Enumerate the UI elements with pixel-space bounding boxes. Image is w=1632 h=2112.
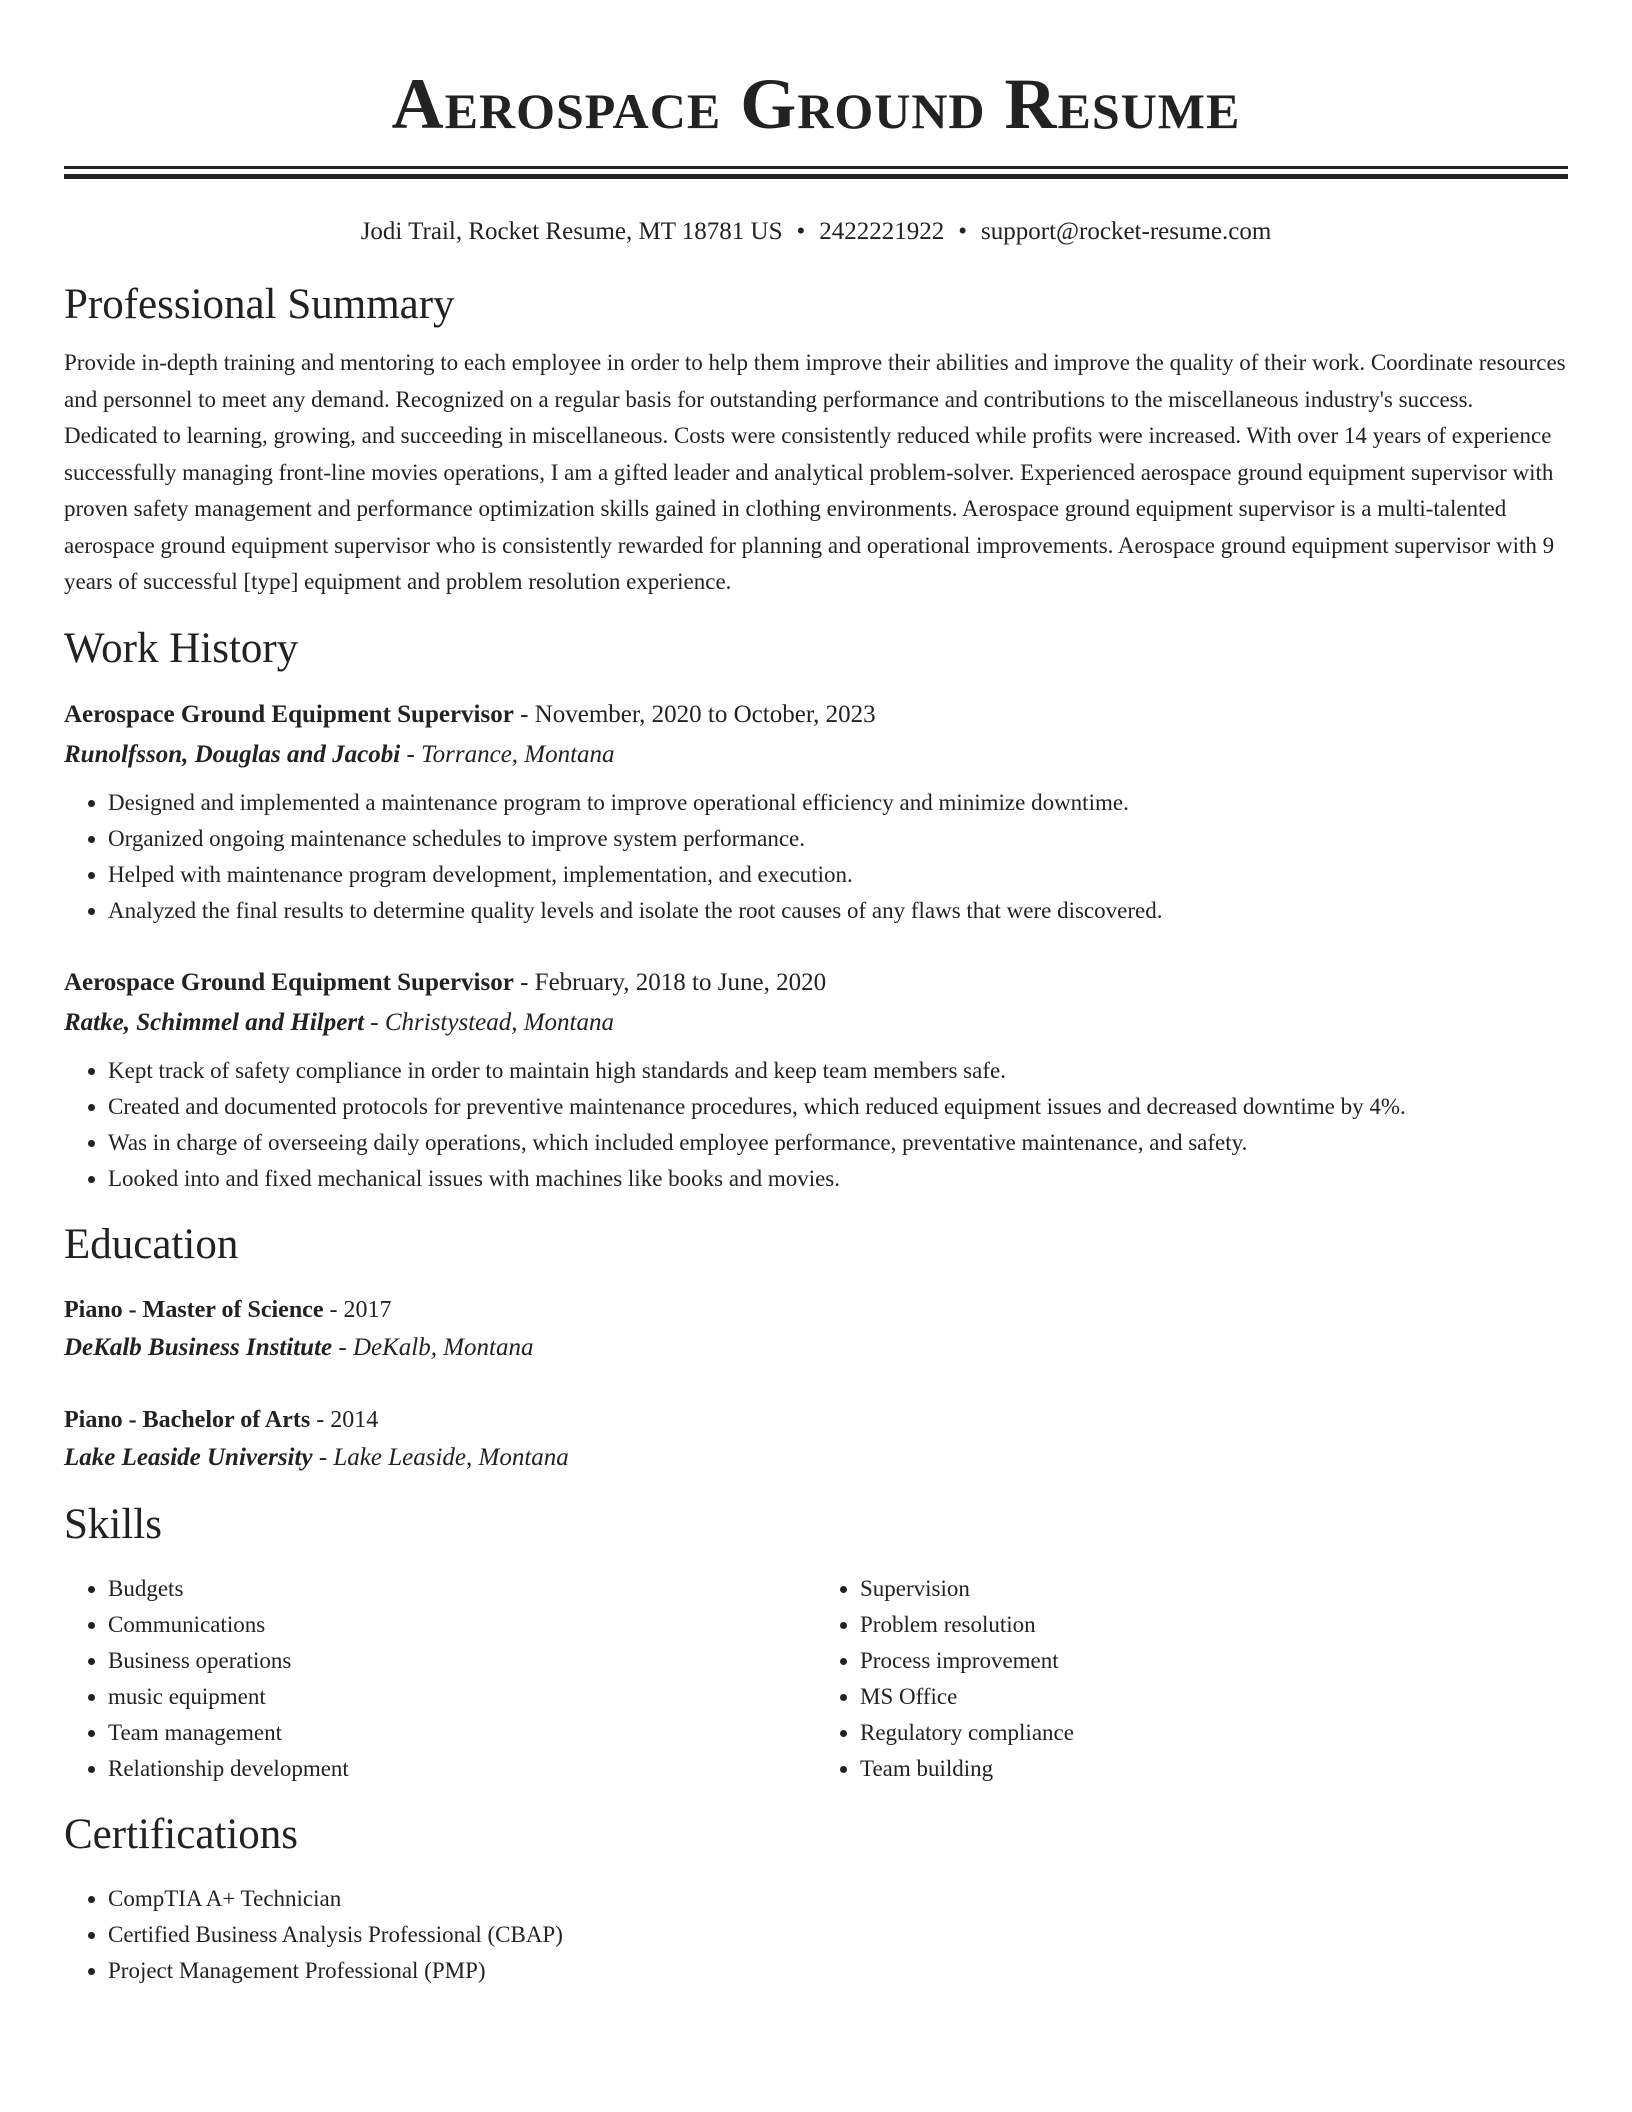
degree-name: Piano - Master of Science: [64, 1296, 324, 1323]
job-dates: - November, 2020 to October, 2023: [513, 700, 876, 728]
job-duty: • Was in charge of overseeing daily operations, which included employee performance, preventative maintenance, and safety.: [108, 1125, 1568, 1161]
job-duties: [64, 1053, 1568, 1197]
school-line: [64, 1329, 1568, 1367]
section-heading: Skills: [64, 1500, 162, 1548]
degree-name: Piano - Bachelor of Arts: [64, 1406, 311, 1433]
school-location: - Lake Leaside, Montana: [312, 1443, 569, 1471]
degree-year: - 2017: [323, 1296, 392, 1323]
skills-section: [64, 1499, 1568, 1787]
employer-line: [64, 1003, 1568, 1043]
skill-item: • Communications: [108, 1607, 816, 1643]
contact-line: [64, 217, 1568, 247]
employer-location: - Christystead, Montana: [364, 1008, 615, 1036]
school-name: Lake Leaside University: [64, 1443, 313, 1471]
employer-name: Ratke, Schimmel and Hilpert: [64, 1008, 365, 1036]
employer-name: Runolfsson, Douglas and Jacobi: [64, 740, 401, 768]
degree-line: [64, 1401, 1568, 1439]
resume-title: Aerospace Ground Resume: [391, 64, 1241, 144]
skills-columns: [64, 1571, 1568, 1787]
job-dates: - February, 2018 to June, 2020: [513, 968, 827, 996]
job-duty: • Created and documented protocols for preventive maintenance procedures, which reduced equipment issues and decreased downtime by 4%.: [108, 1089, 1568, 1125]
job-entry: [64, 963, 1568, 1197]
certifications-section: [64, 1809, 1568, 1989]
professional-summary-section: [64, 279, 1568, 601]
skill-item: • music equipment: [108, 1679, 816, 1715]
title-rule-thin: [64, 166, 1568, 169]
title-rule-thick: [64, 174, 1568, 179]
contact-address: Jodi Trail, Rocket Resume, MT 18781 US: [360, 218, 783, 245]
school-line: [64, 1439, 1568, 1477]
section-heading: Certifications: [64, 1810, 299, 1858]
skill-item: • Process improvement: [860, 1643, 1568, 1679]
skills-list-right: [816, 1571, 1568, 1787]
skill-item: • MS Office: [860, 1679, 1568, 1715]
contact-separator: •: [796, 218, 806, 245]
education-section: [64, 1219, 1568, 1477]
skill-item: • Budgets: [108, 1571, 816, 1607]
job-title-line: [64, 695, 1568, 735]
job-entry: [64, 695, 1568, 929]
certifications-list: [64, 1881, 1568, 1989]
education-entry: [64, 1401, 1568, 1477]
skills-list-left: [64, 1571, 816, 1787]
school-location: - DeKalb, Montana: [332, 1333, 534, 1361]
contact-separator: •: [958, 218, 968, 245]
skill-item: • Business operations: [108, 1643, 816, 1679]
skill-item: • Team management: [108, 1715, 816, 1751]
job-duties: [64, 785, 1568, 929]
degree-year: - 2014: [310, 1406, 379, 1433]
skill-item: • Supervision: [860, 1571, 1568, 1607]
employer-line: [64, 735, 1568, 775]
employer-location: - Torrance, Montana: [400, 740, 615, 768]
contact-email: support@rocket-resume.com: [981, 218, 1272, 245]
job-duty: • Helped with maintenance program development, implementation, and execution.: [108, 857, 1568, 893]
job-duty: • Analyzed the final results to determine quality levels and isolate the root causes of any flaws that were discovered.: [108, 893, 1568, 929]
job-duty: • Looked into and fixed mechanical issues with machines like books and movies.: [108, 1161, 1568, 1197]
degree-line: [64, 1291, 1568, 1329]
education-entry: [64, 1291, 1568, 1367]
contact-phone: 2422221922: [819, 218, 945, 245]
section-heading: Education: [64, 1220, 239, 1268]
job-duty: • Designed and implemented a maintenance program to improve operational efficiency and minimize downtime.: [108, 785, 1568, 821]
job-duty: • Kept track of safety compliance in order to maintain high standards and keep team members safe.: [108, 1053, 1568, 1089]
certification-item: • Certified Business Analysis Professional (CBAP): [108, 1917, 1568, 1953]
section-heading: Professional Summary: [64, 281, 455, 328]
job-title-line: [64, 963, 1568, 1003]
skill-item: • Problem resolution: [860, 1607, 1568, 1643]
summary-paragraph: Provide in-depth training and mentoring to each employee in order to help them improve their abilities and improve the quality of their work. Coordinate resources and personnel to meet any demand. Recognized on a regular basis for outstanding performance and contributions to the miscellaneous industry's success. Dedicated to learning, growing, and succeeding in miscellaneous. Costs were consistently reduced while profits were increased. With over 14 years of experience successfully managing front-line movies operations, I am a gifted leader and analytical problem-solver. Experienced aerospace ground equipment supervisor with proven safety management and performance optimization skills gained in clothing environments. Aerospace ground equipment supervisor is a multi-talented aerospace ground equipment supervisor who is consistently rewarded for planning and operational improvements. Aerospace ground equipment supervisor with 9 years of successful [type] equipment and problem resolution experience.: [64, 350, 1566, 594]
school-name: DeKalb Business Institute: [64, 1333, 333, 1361]
certification-item: • Project Management Professional (PMP): [108, 1953, 1568, 1989]
work-history-section: [64, 623, 1568, 1197]
skill-item: • Relationship development: [108, 1751, 816, 1787]
skill-item: • Team building: [860, 1751, 1568, 1787]
section-heading: Work History: [64, 624, 299, 672]
job-duty: • Organized ongoing maintenance schedules to improve system performance.: [108, 821, 1568, 857]
skill-item: • Regulatory compliance: [860, 1715, 1568, 1751]
job-title: Aerospace Ground Equipment Supervisor: [64, 700, 514, 728]
job-title: Aerospace Ground Equipment Supervisor: [64, 968, 514, 996]
certification-item: • CompTIA A+ Technician: [108, 1881, 1568, 1917]
